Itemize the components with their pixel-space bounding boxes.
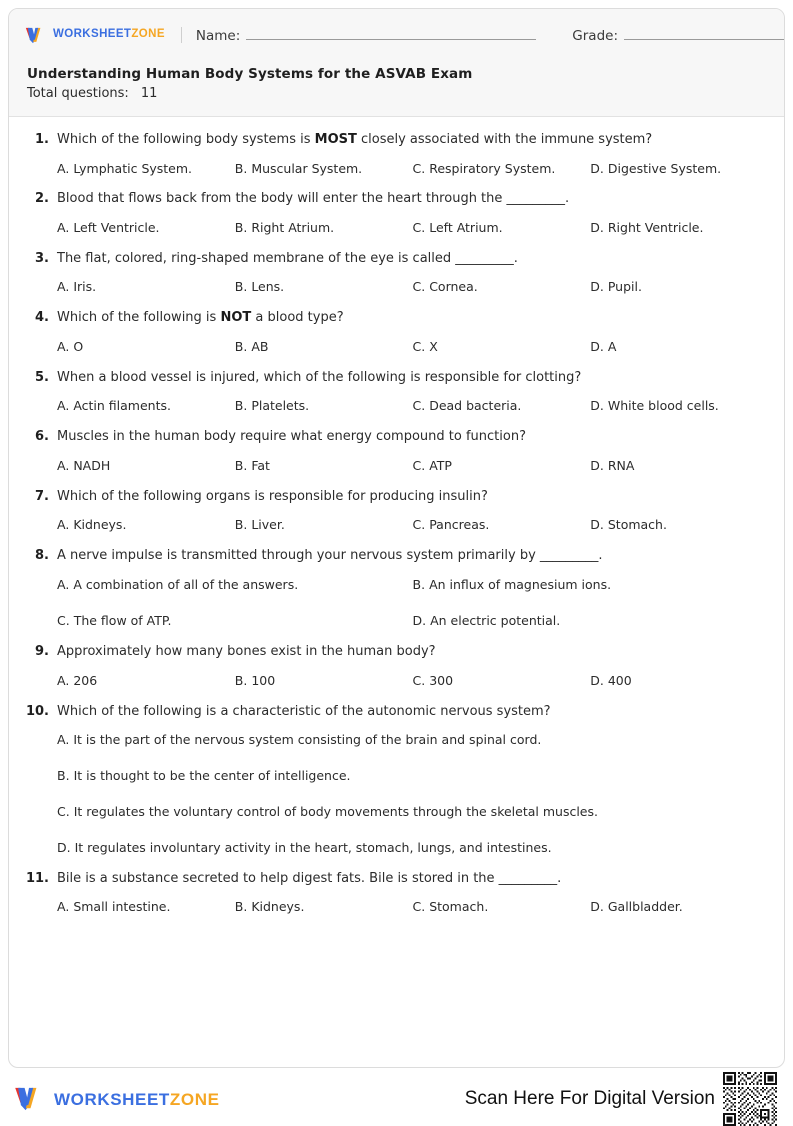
answer-options — [57, 577, 768, 631]
question-text-emphasis: MOST — [314, 132, 357, 147]
answer-option-letter: C. — [412, 899, 426, 915]
question-item — [15, 190, 768, 236]
answer-option[interactable] — [590, 458, 768, 475]
question-number: 2. — [35, 191, 49, 207]
question-text-part: Blood that flows back from the body will enter the heart through the _________. — [57, 191, 570, 207]
question-text — [57, 190, 768, 208]
answer-option-letter: B. — [57, 768, 70, 784]
question-body — [49, 369, 768, 415]
question-number: 3. — [35, 250, 49, 266]
name-label: Name: — [195, 27, 241, 44]
logo-word-primary: WORKSHEET — [53, 28, 132, 41]
question-item — [15, 870, 768, 916]
answer-option-letter: C. — [412, 672, 426, 688]
answer-option-letter: C. — [412, 398, 426, 414]
worksheetzone-logo-icon — [25, 26, 47, 45]
answer-option[interactable] — [57, 673, 235, 690]
question-body — [49, 643, 768, 689]
answer-option-text: Small intestine. — [73, 899, 171, 915]
answer-option-letter: C. — [412, 338, 426, 354]
question-body — [49, 547, 768, 630]
question-body — [49, 309, 768, 355]
grade-input-rule[interactable] — [624, 27, 785, 40]
question-text-part: The flat, colored, ring-shaped membrane of the eye is called _________. — [57, 250, 518, 266]
answer-option[interactable] — [590, 673, 768, 690]
question-text — [57, 643, 768, 661]
answer-option-letter: C. — [412, 279, 426, 295]
answer-option-letter: C. — [412, 517, 426, 533]
answer-option-letter: D. — [590, 279, 604, 295]
answer-option-letter: B. — [234, 517, 248, 533]
answer-option-letter: A. — [57, 899, 70, 915]
answer-option-text: Right Atrium. — [251, 219, 335, 235]
worksheet-footer — [0, 1076, 793, 1122]
answer-option[interactable] — [57, 279, 235, 296]
answer-option-letter: D. — [590, 457, 604, 473]
answer-option-text: Dead bacteria. — [429, 398, 522, 414]
logo-wordmark — [53, 29, 165, 41]
total-questions-label: Total questions: — [27, 86, 129, 102]
question-number: 8. — [35, 547, 49, 563]
answer-option[interactable] — [413, 161, 591, 178]
answer-options — [57, 339, 768, 356]
question-text-part: Which of the following organs is responsible for producing insulin? — [57, 488, 488, 504]
answer-option-text: Actin filaments. — [73, 398, 171, 414]
question-text — [57, 703, 768, 721]
question-text-part: Approximately how many bones exist in the human body? — [57, 644, 436, 660]
question-text — [57, 488, 768, 506]
qr-code-icon[interactable] — [723, 1072, 777, 1126]
answer-option[interactable] — [590, 517, 768, 534]
answer-option-text: It is thought to be the center of intelligence. — [73, 768, 351, 784]
answer-option-letter: D. — [57, 839, 71, 855]
total-questions-count: 11 — [140, 86, 158, 102]
answer-option[interactable] — [590, 899, 768, 916]
answer-options — [57, 899, 768, 916]
question-number: 9. — [35, 644, 49, 660]
answer-option-text: Lens. — [251, 279, 285, 295]
answer-option-text: Pancreas. — [429, 517, 490, 533]
answer-option-text: Kidneys. — [73, 517, 127, 533]
question-text — [57, 369, 768, 387]
question-text-part: Which of the following body systems is — [57, 132, 315, 147]
footer-logo-wordmark — [54, 1091, 220, 1108]
answer-option-letter: D. — [590, 398, 604, 414]
answer-option-text: Liver. — [251, 517, 285, 533]
question-text-part: Which of the following is a characteristic of the autonomic nervous system? — [57, 703, 551, 719]
answer-option-letter: A. — [57, 732, 70, 748]
answer-option-letter: A. — [57, 160, 70, 176]
question-text — [57, 309, 768, 327]
answer-option[interactable] — [590, 339, 768, 356]
answer-option-letter: B. — [234, 279, 248, 295]
question-text — [57, 547, 768, 565]
answer-option[interactable] — [590, 220, 768, 237]
answer-option-text: Left Atrium. — [429, 219, 503, 235]
answer-option-letter: B. — [412, 576, 426, 592]
answer-option-text: A combination of all of the answers. — [73, 576, 299, 592]
answer-option-text: O — [73, 338, 84, 354]
answer-option[interactable] — [413, 673, 591, 690]
answer-option-text: Stomach. — [429, 899, 489, 915]
answer-option-text: Stomach. — [607, 517, 667, 533]
answer-option-letter: D. — [590, 517, 604, 533]
answer-options — [57, 161, 768, 178]
answer-option[interactable] — [57, 613, 413, 630]
question-item — [15, 643, 768, 689]
answer-option-letter: A. — [57, 517, 70, 533]
answer-option-letter: C. — [57, 613, 70, 629]
answer-option-letter: A. — [57, 672, 70, 688]
answer-options — [57, 279, 768, 296]
question-text-emphasis: NOT — [220, 310, 252, 326]
name-input-rule[interactable] — [246, 27, 536, 40]
question-item — [15, 369, 768, 415]
answer-option[interactable] — [235, 279, 413, 296]
title-block — [9, 53, 784, 101]
footer-logo — [14, 1085, 220, 1113]
question-number: 1. — [35, 132, 49, 147]
answer-option-text: Fat — [251, 457, 270, 473]
question-text-part: A nerve impulse is transmitted through your nervous system primarily by _________. — [57, 547, 603, 563]
question-body — [49, 131, 768, 177]
answer-option-text: Muscular System. — [251, 160, 363, 176]
answer-option-text: It is the part of the nervous system consisting of the brain and spinal cord. — [73, 732, 542, 748]
question-body — [49, 870, 768, 916]
answer-option[interactable] — [235, 220, 413, 237]
answer-option-letter: D. — [590, 672, 604, 688]
answer-option[interactable] — [57, 458, 235, 475]
worksheetzone-logo-icon — [14, 1085, 46, 1113]
question-text-part: closely associated with the immune system? — [356, 132, 653, 147]
answer-option[interactable] — [57, 161, 235, 178]
footer-logo-word-secondary: ZONE — [169, 1089, 220, 1109]
answer-option[interactable] — [590, 398, 768, 415]
header-identity-row — [9, 9, 784, 53]
worksheet-header — [9, 9, 784, 117]
answer-options — [57, 398, 768, 415]
answer-option-text: An electric potential. — [430, 613, 561, 629]
question-text-part: Muscles in the human body require what energy compound to function? — [57, 429, 526, 445]
worksheet-sheet — [8, 8, 785, 1068]
answer-option[interactable] — [590, 161, 768, 178]
answer-option-letter: B. — [234, 457, 248, 473]
answer-option-letter: B. — [234, 160, 248, 176]
answer-option-letter: A. — [57, 219, 70, 235]
answer-option[interactable] — [57, 732, 768, 749]
question-number: 10. — [25, 703, 49, 719]
footer-logo-word-primary: WORKSHEET — [54, 1089, 170, 1109]
answer-option-text: Pupil. — [607, 279, 642, 295]
questions-list — [9, 117, 784, 916]
question-item — [15, 488, 768, 534]
answer-option[interactable] — [590, 279, 768, 296]
question-body — [49, 488, 768, 534]
header-divider — [181, 27, 182, 43]
answer-option-letter: C. — [57, 803, 70, 819]
answer-option-letter: A. — [57, 457, 70, 473]
answer-option[interactable] — [413, 458, 591, 475]
answer-option-letter: D. — [590, 160, 604, 176]
answer-option[interactable] — [57, 768, 768, 785]
total-questions-line — [27, 86, 768, 101]
answer-option-text: 206 — [73, 672, 98, 688]
answer-option-letter: D. — [590, 899, 604, 915]
question-item — [15, 131, 768, 177]
answer-option[interactable] — [413, 517, 591, 534]
answer-option-letter: A. — [57, 338, 70, 354]
logo-word-secondary: ZONE — [131, 28, 165, 41]
scan-prompt-text: Scan Here For Digital Version — [464, 1088, 715, 1109]
answer-option-letter: B. — [234, 219, 248, 235]
answer-option[interactable] — [413, 339, 591, 356]
answer-option-letter: B. — [234, 398, 248, 414]
answer-option-text: Right Ventricle. — [607, 219, 704, 235]
answer-option-text: Kidneys. — [251, 899, 305, 915]
answer-option-letter: B. — [234, 672, 248, 688]
answer-options — [57, 673, 768, 690]
question-item — [15, 309, 768, 355]
answer-option-letter: D. — [412, 613, 427, 629]
answer-option[interactable] — [235, 673, 413, 690]
answer-option[interactable] — [235, 899, 413, 916]
question-text-part: Bile is a substance secreted to help digest fats. Bile is stored in the _________. — [57, 870, 562, 886]
question-item — [15, 250, 768, 296]
answer-option[interactable] — [57, 339, 235, 356]
answer-option[interactable] — [413, 220, 591, 237]
answer-option[interactable] — [57, 840, 768, 857]
answer-option-text: It regulates the voluntary control of body movements through the skeletal muscles. — [73, 803, 598, 819]
answer-options — [57, 220, 768, 237]
answer-option-letter: A. — [57, 398, 70, 414]
question-number: 11. — [25, 870, 49, 886]
question-number: 4. — [35, 310, 49, 326]
question-item — [15, 428, 768, 474]
grade-label: Grade: — [572, 27, 619, 44]
answer-options — [57, 458, 768, 475]
question-text — [57, 428, 768, 446]
question-number: 7. — [35, 488, 49, 504]
answer-option-text: An influx of magnesium ions. — [429, 576, 612, 592]
answer-option[interactable] — [57, 577, 413, 594]
answer-option-text: Respiratory System. — [429, 160, 556, 176]
answer-option-letter: C. — [412, 219, 426, 235]
answer-option[interactable] — [235, 161, 413, 178]
question-item — [15, 547, 768, 630]
worksheet-title: Understanding Human Body Systems for the ASVAB Exam — [27, 66, 473, 82]
question-body — [49, 190, 768, 236]
question-item — [15, 703, 768, 857]
answer-option-text: NADH — [73, 457, 111, 473]
answer-option-text: 400 — [607, 672, 632, 688]
answer-option[interactable] — [57, 899, 235, 916]
answer-option-letter: B. — [234, 338, 248, 354]
answer-option[interactable] — [235, 517, 413, 534]
answer-option[interactable] — [413, 398, 591, 415]
answer-option-text: It regulates involuntary activity in the heart, stomach, lungs, and intestines. — [74, 839, 552, 855]
answer-option-letter: D. — [590, 219, 604, 235]
answer-option-text: White blood cells. — [607, 398, 719, 414]
answer-option-text: Cornea. — [429, 279, 478, 295]
answer-option-text: Left Ventricle. — [73, 219, 160, 235]
question-text-part: Which of the following is — [57, 310, 221, 326]
answer-option-text: AB — [251, 338, 269, 354]
answer-option[interactable] — [57, 804, 768, 821]
answer-option[interactable] — [413, 613, 769, 630]
answer-option-letter: C. — [412, 160, 426, 176]
answer-option-letter: A. — [57, 279, 70, 295]
question-body — [49, 428, 768, 474]
question-number: 5. — [35, 369, 49, 385]
question-body — [49, 250, 768, 296]
answer-option[interactable] — [57, 517, 235, 534]
answer-option-text: 100 — [251, 672, 276, 688]
answer-option-text: RNA — [607, 457, 635, 473]
answer-option[interactable] — [413, 577, 769, 594]
answer-option-text: Digestive System. — [607, 160, 722, 176]
answer-option[interactable] — [57, 220, 235, 237]
answer-option-text: Lymphatic System. — [73, 160, 193, 176]
answer-option[interactable] — [413, 899, 591, 916]
question-body — [49, 703, 768, 857]
answer-option-text: Platelets. — [251, 398, 310, 414]
answer-option-letter: C. — [412, 457, 426, 473]
answer-option-letter: D. — [590, 338, 604, 354]
answer-option-text: X — [429, 338, 438, 354]
answer-option-text: 300 — [429, 672, 454, 688]
question-text-part: a blood type? — [251, 310, 344, 326]
answer-option[interactable] — [235, 339, 413, 356]
answer-options — [57, 732, 768, 857]
grade-field[interactable] — [572, 27, 785, 44]
question-text — [57, 250, 768, 268]
answer-option[interactable] — [235, 398, 413, 415]
question-number: 6. — [35, 429, 49, 445]
answer-option-text: The flow of ATP. — [73, 613, 172, 629]
answer-option-text: Iris. — [73, 279, 97, 295]
answer-option[interactable] — [235, 458, 413, 475]
answer-option-text: ATP — [429, 457, 452, 473]
answer-option-letter: A. — [57, 576, 70, 592]
question-text — [57, 131, 768, 149]
answer-option-letter: B. — [234, 899, 248, 915]
answer-option[interactable] — [57, 398, 235, 415]
question-text-part: When a blood vessel is injured, which of the following is responsible for clotting? — [57, 369, 582, 385]
answer-options — [57, 517, 768, 534]
answer-option-text: A — [607, 338, 617, 354]
answer-option-text: Gallbladder. — [607, 899, 683, 915]
name-field[interactable] — [196, 27, 536, 44]
answer-option[interactable] — [413, 279, 591, 296]
question-text — [57, 870, 768, 888]
